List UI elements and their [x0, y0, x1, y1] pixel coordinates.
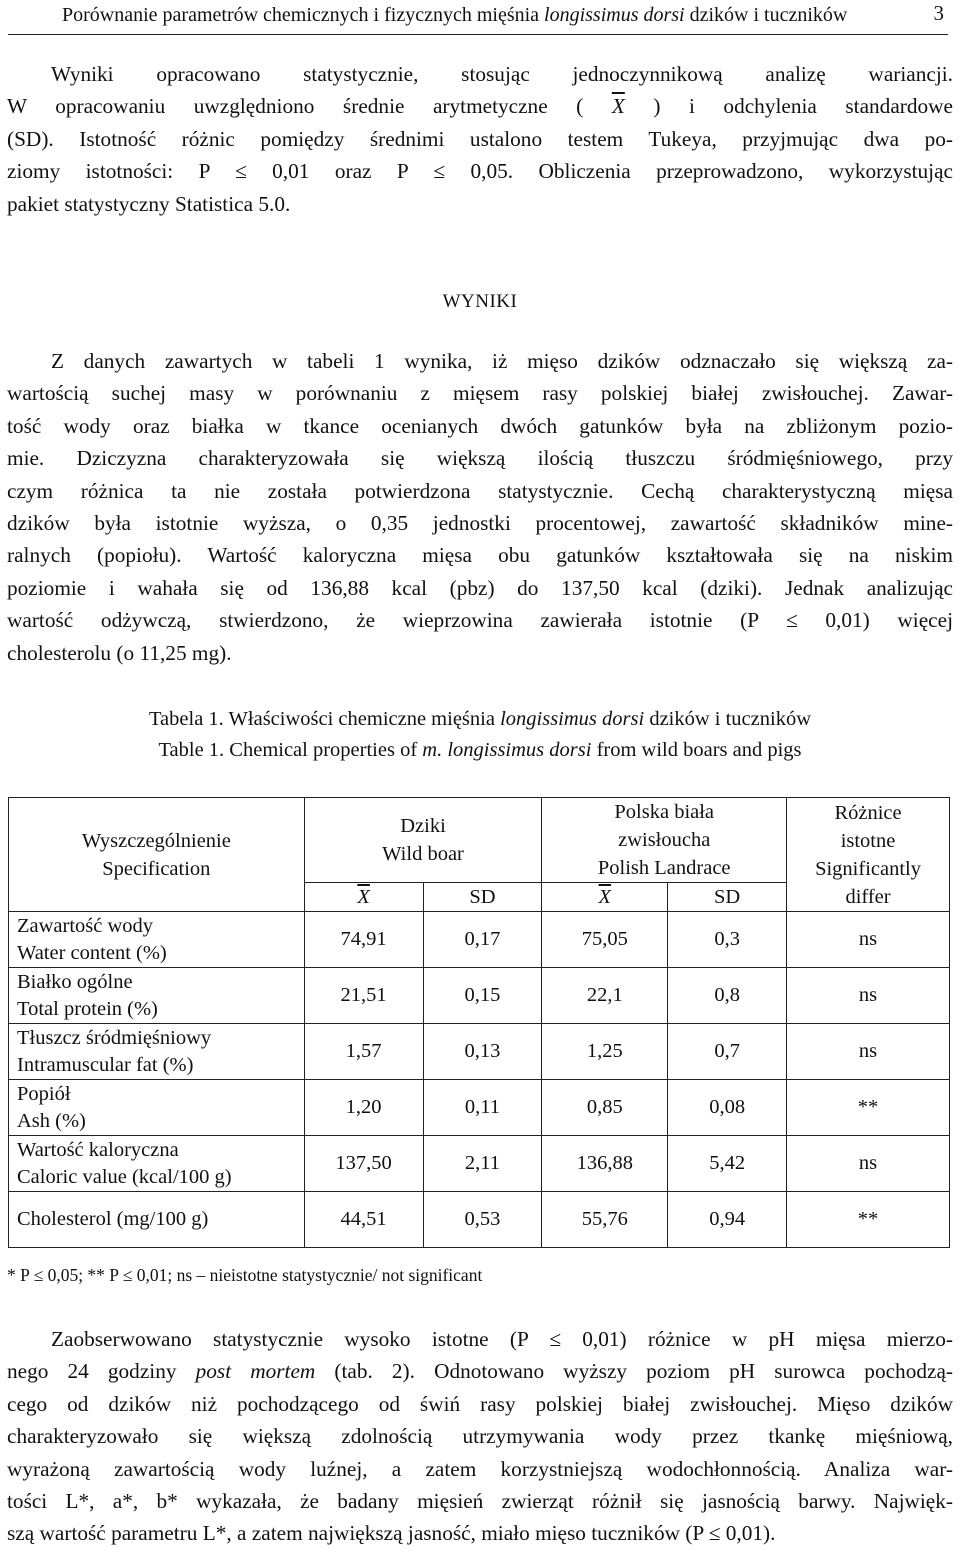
table-row: Białko ogólne Total protein (%) 21,51 0,15 22,1 0,8 ns [9, 968, 950, 1024]
col-header-significance: Różnice istotne Significantly differ [787, 798, 950, 912]
table-row: Popiół Ash (%) 1,20 0,11 0,85 0,08 ** [9, 1080, 950, 1136]
row-label: Białko ogólne Total protein (%) [9, 968, 305, 1024]
row-label: Cholesterol (mg/100 g) [9, 1192, 305, 1248]
paragraph-ph: Zaobserwowano statystycznie wysoko istotne (P ≤ 0,01) różnice w pH mięsa mierzo- nego 24 godziny post mortem (tab. 2). Odnotowano wyższy poziom pH surowca pochodzą- cego od dzików niż pochodzącego od świń rasy polskiej białej zwisłouchej. Mięso dzików charakteryzowało się większą zdolnością utrzymywania wody przez tkankę mięśniową, wyrażoną zawartością wody luźnej, a zatem korzystniejszą wodochłonnością. Analiza war- tości L*, a*, b* wykazała, że badany mięsień zwierząt różnił się jasnością barwy. Najwięk- szą wartość parametru L*, a zatem największą jasność, miało mięso tuczników (P ≤ 0,01). [7, 1327, 954, 1546]
col-header-polish-landrace: Polska biała zwisłoucha Polish Landrace [542, 798, 787, 883]
paragraph-methods: Wyniki opracowano statystycznie, stosując jednoczynnikową analizę wariancji. W opracowaniu uwzględniono średnie arytmetyczne ( $\overline{X}$ ) i odchylenia standardowe (SD). Istotność różnic pomiędzy średnimi ustalono testem Tukeya, przyjmując dwa po- ziomy istotności: P ≤ 0,01 oraz P ≤ 0,05. Obliczenia przeprowadzono, wykorzystując pakiet statystyczny Statistica 5.0. [7, 62, 954, 216]
row-label: Tłuszcz śródmięśniowy Intramuscular fat (%) [9, 1024, 305, 1080]
stat-sd-wild-boar: SD [423, 883, 542, 912]
chemical-properties-table [8, 797, 950, 1248]
row-label: Popiół Ash (%) [9, 1080, 305, 1136]
section-heading-results: WYNIKI [442, 291, 518, 312]
paragraph-results: Z danych zawartych w tabeli 1 wynika, iż mięso dzików odznaczało się większą za- wartością suchej masy w porównaniu z mięsem rasy polskiej białej zwisłouchej. Zawar- tość wody oraz białka w tkance ocenianych dwóch gatunków była na zbliżonym pozio- mie. Dziczyzna charakteryzowała się większą ilością tłuszczu śródmięśniowego, przy czym różnica ta nie została potwierdzona statystycznie. Cechą charakterystyczną mięsa dzików była istotnie wyższa, o 0,35 jednostki procentowej, zawartość składników mine- ralnych (popiołu). Wartość kaloryczna mięsa obu gatunków kształtowała się na niskim poziomie i wahała się od 136,88 kcal (pbz) do 137,50 kcal (dziki). Jednak analizując wartość odżywczą, stwierdzono, że wieprzowina zawierała istotnie (P ≤ 0,01) więcej cholesterolu (o 11,25 mg). [7, 349, 953, 665]
stat-mean-polish-landrace: $\overline{X}$ [542, 883, 668, 912]
table-footnote: * P ≤ 0,05; ** P ≤ 0,01; ns – nieistotne statystycznie/ not significant [7, 1265, 483, 1285]
col-header-specification: Wyszczególnienie Specification [9, 798, 305, 912]
table-row: Tłuszcz śródmięśniowy Intramuscular fat (%) 1,57 0,13 1,25 0,7 ns [9, 1024, 950, 1080]
row-label: Wartość kaloryczna Caloric value (kcal/100 g) [9, 1136, 305, 1192]
running-head-title: Porównanie parametrów chemicznych i fizycznych mięśnia longissimus dorsi dzików i tuczników [62, 4, 848, 26]
col-header-wild-boar: Dziki Wild boar [304, 798, 542, 883]
table-row: Zawartość wody Water content (%) 74,91 0,17 75,05 0,3 ns [9, 912, 950, 968]
running-head [8, 0, 948, 35]
row-label: Zawartość wody Water content (%) [9, 912, 305, 968]
table-header-row [9, 798, 950, 883]
table-caption-pl: Tabela 1. Właściwości chemiczne mięśnia longissimus dorsi dzików i tuczników [148, 708, 812, 730]
stat-sd-polish-landrace: SD [668, 883, 787, 912]
table-row: Wartość kaloryczna Caloric value (kcal/100 g) 137,50 2,11 136,88 5,42 ns [9, 1136, 950, 1192]
table-caption-en: Table 1. Chemical properties of m. longissimus dorsi from wild boars and pigs [158, 739, 802, 761]
stat-mean-wild-boar: $\overline{X}$ [304, 883, 423, 912]
x-bar-symbol: $\overline{X}$ [611, 94, 625, 119]
table-row: Cholesterol (mg/100 g) 44,51 0,53 55,76 0,94 ** [9, 1192, 950, 1248]
page-number: 3 [933, 1, 944, 25]
